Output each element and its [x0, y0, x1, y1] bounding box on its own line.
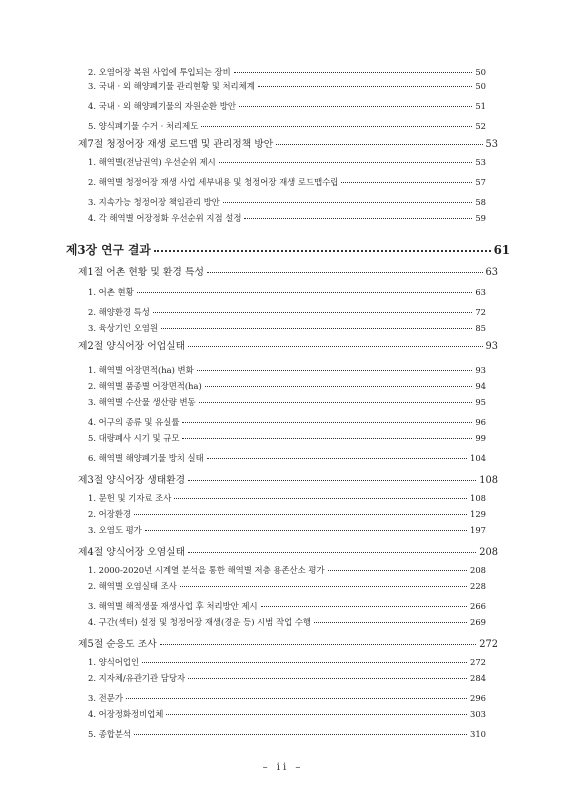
toc-entry-page: 272 — [470, 657, 486, 667]
dot-leader — [219, 157, 473, 165]
toc-entry-title: 제7절 청정어장 재생 로드맵 및 관리정책 방안 — [78, 139, 274, 150]
toc-entry — [88, 100, 486, 112]
dot-leader — [207, 453, 467, 461]
dot-leader — [134, 729, 467, 737]
toc-entry-page: 296 — [470, 693, 486, 703]
toc-entry — [88, 322, 486, 334]
toc-entry-page: 58 — [475, 197, 486, 207]
toc-entry-title: 2. 어장환경 — [88, 509, 132, 519]
toc-entry — [88, 416, 486, 428]
dot-leader — [234, 67, 473, 75]
toc-entry-title: 1. 문헌 및 기자료 조사 — [88, 493, 172, 503]
toc-entry-page: 94 — [475, 381, 486, 391]
dot-leader — [188, 474, 476, 483]
toc-entry-page: 51 — [475, 101, 486, 111]
toc-entry — [88, 380, 486, 392]
dot-leader — [134, 509, 467, 517]
toc-entry-page: 53 — [475, 157, 486, 167]
toc-entry-title: 5. 양식폐기물 수거 · 처리제도 — [88, 121, 199, 131]
dot-leader — [126, 693, 467, 701]
toc-entry-page: 208 — [470, 565, 486, 575]
dot-leader — [161, 323, 472, 331]
toc-entry-page: 63 — [475, 287, 486, 297]
toc-entry — [88, 600, 486, 612]
toc-entry-title: 4. 어장정화정비업체 — [88, 709, 164, 719]
dot-leader — [153, 307, 472, 315]
dot-leader — [261, 601, 467, 609]
toc-entry-title: 제5절 순응도 조사 — [78, 639, 157, 650]
dot-leader — [188, 673, 467, 681]
toc-entry-page: 72 — [475, 307, 486, 317]
toc-entry-title: 3. 해역별 수산물 생산량 변동 — [88, 397, 196, 407]
toc-entry-page: 96 — [475, 417, 486, 427]
dot-leader — [188, 340, 482, 349]
toc-entry-title: 4. 어구의 종류 및 유실률 — [88, 417, 180, 427]
toc-entry — [88, 196, 486, 208]
toc-entry-page: 284 — [470, 673, 486, 683]
toc-entry — [78, 264, 498, 278]
dot-leader — [166, 709, 467, 717]
dot-leader — [239, 101, 472, 109]
page-number: – ii – — [262, 762, 304, 773]
toc-entry — [88, 580, 486, 592]
toc-entry — [88, 452, 486, 464]
toc-entry — [78, 472, 498, 486]
toc-entry-page: 197 — [470, 525, 486, 535]
dot-leader — [341, 177, 472, 185]
toc-entry — [88, 80, 486, 92]
toc-entry-title: 5. 종합분석 — [88, 729, 132, 739]
toc-entry-page: 303 — [470, 709, 486, 719]
toc-entry — [88, 672, 486, 684]
toc-entry — [88, 692, 486, 704]
toc-entry-page: 272 — [479, 639, 498, 650]
toc-entry-title: 1. 어촌 현황 — [88, 287, 134, 297]
toc-entry — [88, 156, 486, 168]
toc-entry-page: 85 — [475, 323, 486, 333]
toc-entry — [88, 364, 486, 376]
toc-entry — [88, 564, 486, 576]
toc-entry — [78, 544, 498, 558]
toc-entry-page: 108 — [479, 475, 498, 486]
toc-entry — [88, 524, 486, 536]
dot-leader — [201, 121, 472, 129]
toc-entry — [88, 212, 486, 224]
toc-entry-title: 2. 오염어장 복원 사업에 투입되는 장비 — [88, 67, 231, 77]
toc-entry — [88, 176, 486, 188]
toc-entry — [88, 286, 486, 298]
dot-leader — [182, 433, 472, 441]
toc-entry-title: 2. 해양환경 특성 — [88, 307, 150, 317]
toc-entry-page: 93 — [475, 365, 486, 375]
toc-entry — [88, 396, 486, 408]
toc-entry-page: 108 — [470, 493, 486, 503]
dot-leader — [276, 138, 482, 147]
toc-entry-title: 제1절 어촌 현황 및 환경 특성 — [78, 267, 204, 278]
toc-entry — [78, 338, 498, 352]
dot-leader — [145, 525, 467, 533]
dot-leader — [142, 657, 467, 665]
toc-entry — [88, 616, 486, 628]
dot-leader — [160, 638, 477, 647]
dot-leader — [197, 365, 473, 373]
toc-entry — [88, 492, 486, 504]
toc-entry-title: 제3절 양식어장 생태환경 — [78, 475, 186, 486]
toc-entry — [88, 66, 486, 78]
toc-entry-page: 61 — [493, 243, 510, 257]
toc-entry-page: 228 — [470, 581, 486, 591]
toc-entry-title: 1. 2000-2020년 시계열 분석을 통한 해역별 저층 용존산소 평가 — [88, 565, 325, 575]
dot-leader — [182, 417, 472, 425]
toc-entry-page: 53 — [485, 139, 498, 150]
dot-leader — [154, 243, 491, 254]
toc-entry-title: 3. 전문가 — [88, 693, 123, 703]
toc-entry — [88, 120, 486, 132]
dot-leader — [207, 266, 483, 275]
toc-entry-title: 제2절 양식어장 어업실태 — [78, 341, 186, 352]
toc-entry-page: 95 — [475, 397, 486, 407]
toc-entry — [78, 136, 498, 150]
dot-leader — [258, 81, 473, 89]
toc-entry-page: 63 — [485, 267, 498, 278]
toc-entry-title: 2. 지자체/유관기관 담당자 — [88, 673, 186, 683]
toc-entry-title: 제3장 연구 결과 — [66, 243, 151, 257]
toc-entry-title: 2. 해역별 오염실태 조사 — [88, 581, 177, 591]
toc-entry-page: 129 — [470, 509, 486, 519]
toc-entry-title: 5. 대량폐사 시기 및 규모 — [88, 433, 180, 443]
toc-entry-page: 50 — [475, 67, 486, 77]
toc-entry-page: 50 — [475, 81, 486, 91]
toc-entry-title: 1. 해역별(전남권역) 우선순위 제시 — [88, 157, 216, 167]
dot-leader — [205, 381, 473, 389]
toc-entry-page: 266 — [470, 601, 486, 611]
toc-entry — [78, 636, 498, 650]
toc-entry — [66, 241, 510, 258]
toc-entry-page: 208 — [479, 547, 498, 558]
toc-entry-page: 104 — [470, 453, 486, 463]
toc-entry — [88, 708, 486, 720]
toc-entry-title: 2. 해역별 품종별 어장면적(ha) — [88, 381, 202, 391]
dot-leader — [188, 546, 476, 555]
toc-entry — [88, 728, 486, 740]
toc-entry-title: 4. 국내 · 외 해양폐기물의 자원순환 방안 — [88, 101, 236, 111]
toc-entry — [88, 656, 486, 668]
toc-entry-title: 1. 양식어업인 — [88, 657, 140, 667]
toc-entry — [88, 432, 486, 444]
toc-entry — [88, 508, 486, 520]
toc-entry-title: 4. 각 해역별 어장정화 우선순위 지점 설정 — [88, 213, 242, 223]
toc-entry-title: 3. 지속가능 청정어장 책임관리 방안 — [88, 197, 220, 207]
toc-entry-title: 1. 해역별 어장면적(ha) 변화 — [88, 365, 194, 375]
toc-entry-page: 52 — [475, 121, 486, 131]
toc-entry-title: 6. 해역별 해양폐기물 방치 실태 — [88, 453, 204, 463]
toc-entry-title: 제4절 양식어장 오염실태 — [78, 547, 186, 558]
toc-entry-page: 269 — [470, 617, 486, 627]
dot-leader — [223, 197, 472, 205]
toc-entry-title: 3. 육상기인 오염원 — [88, 323, 158, 333]
toc-entry — [88, 306, 486, 318]
toc-entry-page: 310 — [470, 729, 486, 739]
toc-entry-title: 3. 해역별 해적생물 재생사업 후 처리방안 제시 — [88, 601, 258, 611]
toc-entry-title: 4. 구간(섹터) 설정 및 청정어장 재생(경운 등) 시범 작업 수행 — [88, 617, 312, 627]
dot-leader — [137, 287, 473, 295]
dot-leader — [314, 617, 467, 625]
toc-entry-page: 93 — [485, 341, 498, 352]
dot-leader — [328, 565, 467, 573]
toc-entry-page: 59 — [475, 213, 486, 223]
toc-entry-title: 2. 해역별 청정어장 재생 사업 세부내용 및 청정어장 재생 로드맵수립 — [88, 177, 339, 187]
dot-leader — [174, 493, 467, 501]
toc-entry-page: 99 — [475, 433, 486, 443]
toc-entry-title: 3. 국내 · 외 해양폐기물 관리현황 및 처리체계 — [88, 81, 255, 91]
toc-entry-title: 3. 오염도 평가 — [88, 525, 142, 535]
dot-leader — [180, 581, 467, 589]
dot-leader — [199, 397, 473, 405]
dot-leader — [244, 213, 472, 221]
toc-entry-page: 57 — [475, 177, 486, 187]
